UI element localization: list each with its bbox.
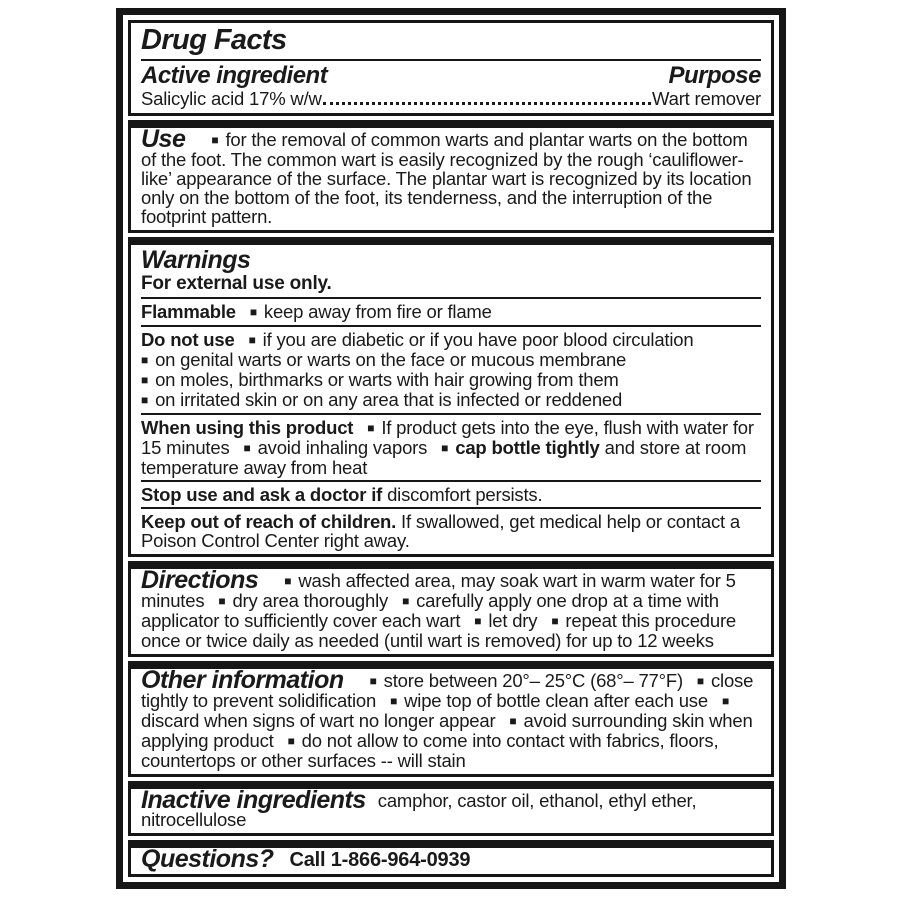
active-ingredient-label: Active ingredient — [141, 62, 328, 89]
square-bullet-icon: ■ — [287, 734, 295, 748]
square-bullet-icon: ■ — [721, 694, 730, 708]
section-header — [128, 20, 774, 116]
purpose-label: Purpose — [668, 62, 761, 89]
do-not-use-line: ■ on genital warts or warts on the face or mucous membrane — [141, 349, 627, 370]
warnings-divider — [141, 413, 761, 415]
warnings-divider — [141, 507, 761, 509]
square-bullet-icon: ■ — [402, 594, 410, 608]
square-bullet-icon: ■ — [390, 694, 398, 708]
directions-paragraph: Directions ■ wash affected area, may soak wart in warm water for 5 minutes ■ dry area thoroughly ■ carefully apply one drop at a time with applicator to sufficiently cover each wart ■ let dry ■ repeat this procedure once or twice daily as needed (until wart is removed) for up to 12 weeks — [141, 566, 737, 651]
warnings-divider — [141, 480, 761, 482]
square-bullet-icon: ■ — [211, 133, 219, 147]
warnings-divider — [141, 325, 761, 327]
ingredient-name: Salicylic acid 17% w/w — [141, 88, 322, 109]
inactive-ingredients-paragraph: Inactive ingredients camphor, castor oil, ethanol, ethyl ether, nitrocellulose — [141, 786, 697, 830]
section-directions — [128, 561, 774, 657]
section-use — [128, 120, 774, 233]
keep-out-paragraph: Keep out of reach of children. If swallowed, get medical help or contact a Poison Control Center right away. — [141, 511, 741, 551]
title-divider — [141, 59, 761, 61]
square-bullet-icon: ■ — [474, 614, 482, 628]
square-bullet-icon: ■ — [248, 333, 256, 347]
square-bullet-icon: ■ — [441, 441, 449, 455]
when-using-paragraph: When using this product ■ If product gets into the eye, flush with water for 15 minutes ■ avoid inhaling vapors ■ cap bottle tightly and store at room temperature away from heat — [141, 417, 754, 478]
section-questions — [128, 840, 774, 877]
section-other-information — [128, 661, 774, 777]
active-ingredient-row — [141, 63, 761, 89]
square-bullet-icon: ■ — [249, 305, 257, 319]
do-not-use-line: Do not use ■ if you are diabetic or if you have poor blood circulation — [141, 329, 694, 350]
use-paragraph: Use ■ for the removal of common warts and plantar warts on the bottom of the foot. The common wart is easily recognized by the rough ‘cauliflower-like’ appearance of the surface. The plantar wart is recognized by its location only on the bottom of the foot, its tenderness, and the interruption of the footprint pattern. — [141, 125, 752, 227]
questions-line: Questions? Call 1-866-964-0939 — [141, 845, 471, 873]
square-bullet-icon: ■ — [369, 674, 377, 688]
external-use-line: For external use only. — [141, 273, 332, 294]
square-bullet-icon: ■ — [243, 441, 251, 455]
warnings-heading: Warnings — [141, 246, 251, 274]
do-not-use-line: ■ on irritated skin or on any area that is infected or reddened — [141, 389, 623, 410]
other-information-paragraph: Other information ■ store between 20°– 25°C (68°– 77°F) ■ close tightly to prevent solidification ■ wipe top of bottle clean after each use ■discard when signs of wart no longer appear ■ avoid surrounding skin when applying product ■ do not allow to come into contact with fabrics, floors, countertops or other surfaces -- will stain — [141, 666, 754, 771]
square-bullet-icon: ■ — [141, 393, 149, 407]
square-bullet-icon: ■ — [551, 614, 559, 628]
section-inactive-ingredients — [128, 781, 774, 836]
stop-use-line: Stop use and ask a doctor if discomfort persists. — [141, 484, 543, 505]
dot-leader — [323, 102, 651, 105]
purpose-value: Wart remover — [652, 88, 761, 109]
ingredient-leader-row — [141, 89, 761, 109]
square-bullet-icon: ■ — [218, 594, 226, 608]
flammable-line: Flammable ■ keep away from fire or flame — [141, 301, 492, 322]
drug-facts-label — [116, 8, 786, 889]
square-bullet-icon: ■ — [284, 574, 292, 588]
square-bullet-icon: ■ — [367, 421, 375, 435]
square-bullet-icon: ■ — [141, 353, 149, 367]
do-not-use-line: ■ on moles, birthmarks or warts with hair growing from them — [141, 369, 619, 390]
drug-facts-title: Drug Facts — [141, 24, 287, 56]
section-warnings — [128, 237, 774, 557]
square-bullet-icon: ■ — [509, 714, 517, 728]
warnings-divider — [141, 297, 761, 299]
square-bullet-icon: ■ — [696, 674, 704, 688]
square-bullet-icon: ■ — [141, 373, 149, 387]
